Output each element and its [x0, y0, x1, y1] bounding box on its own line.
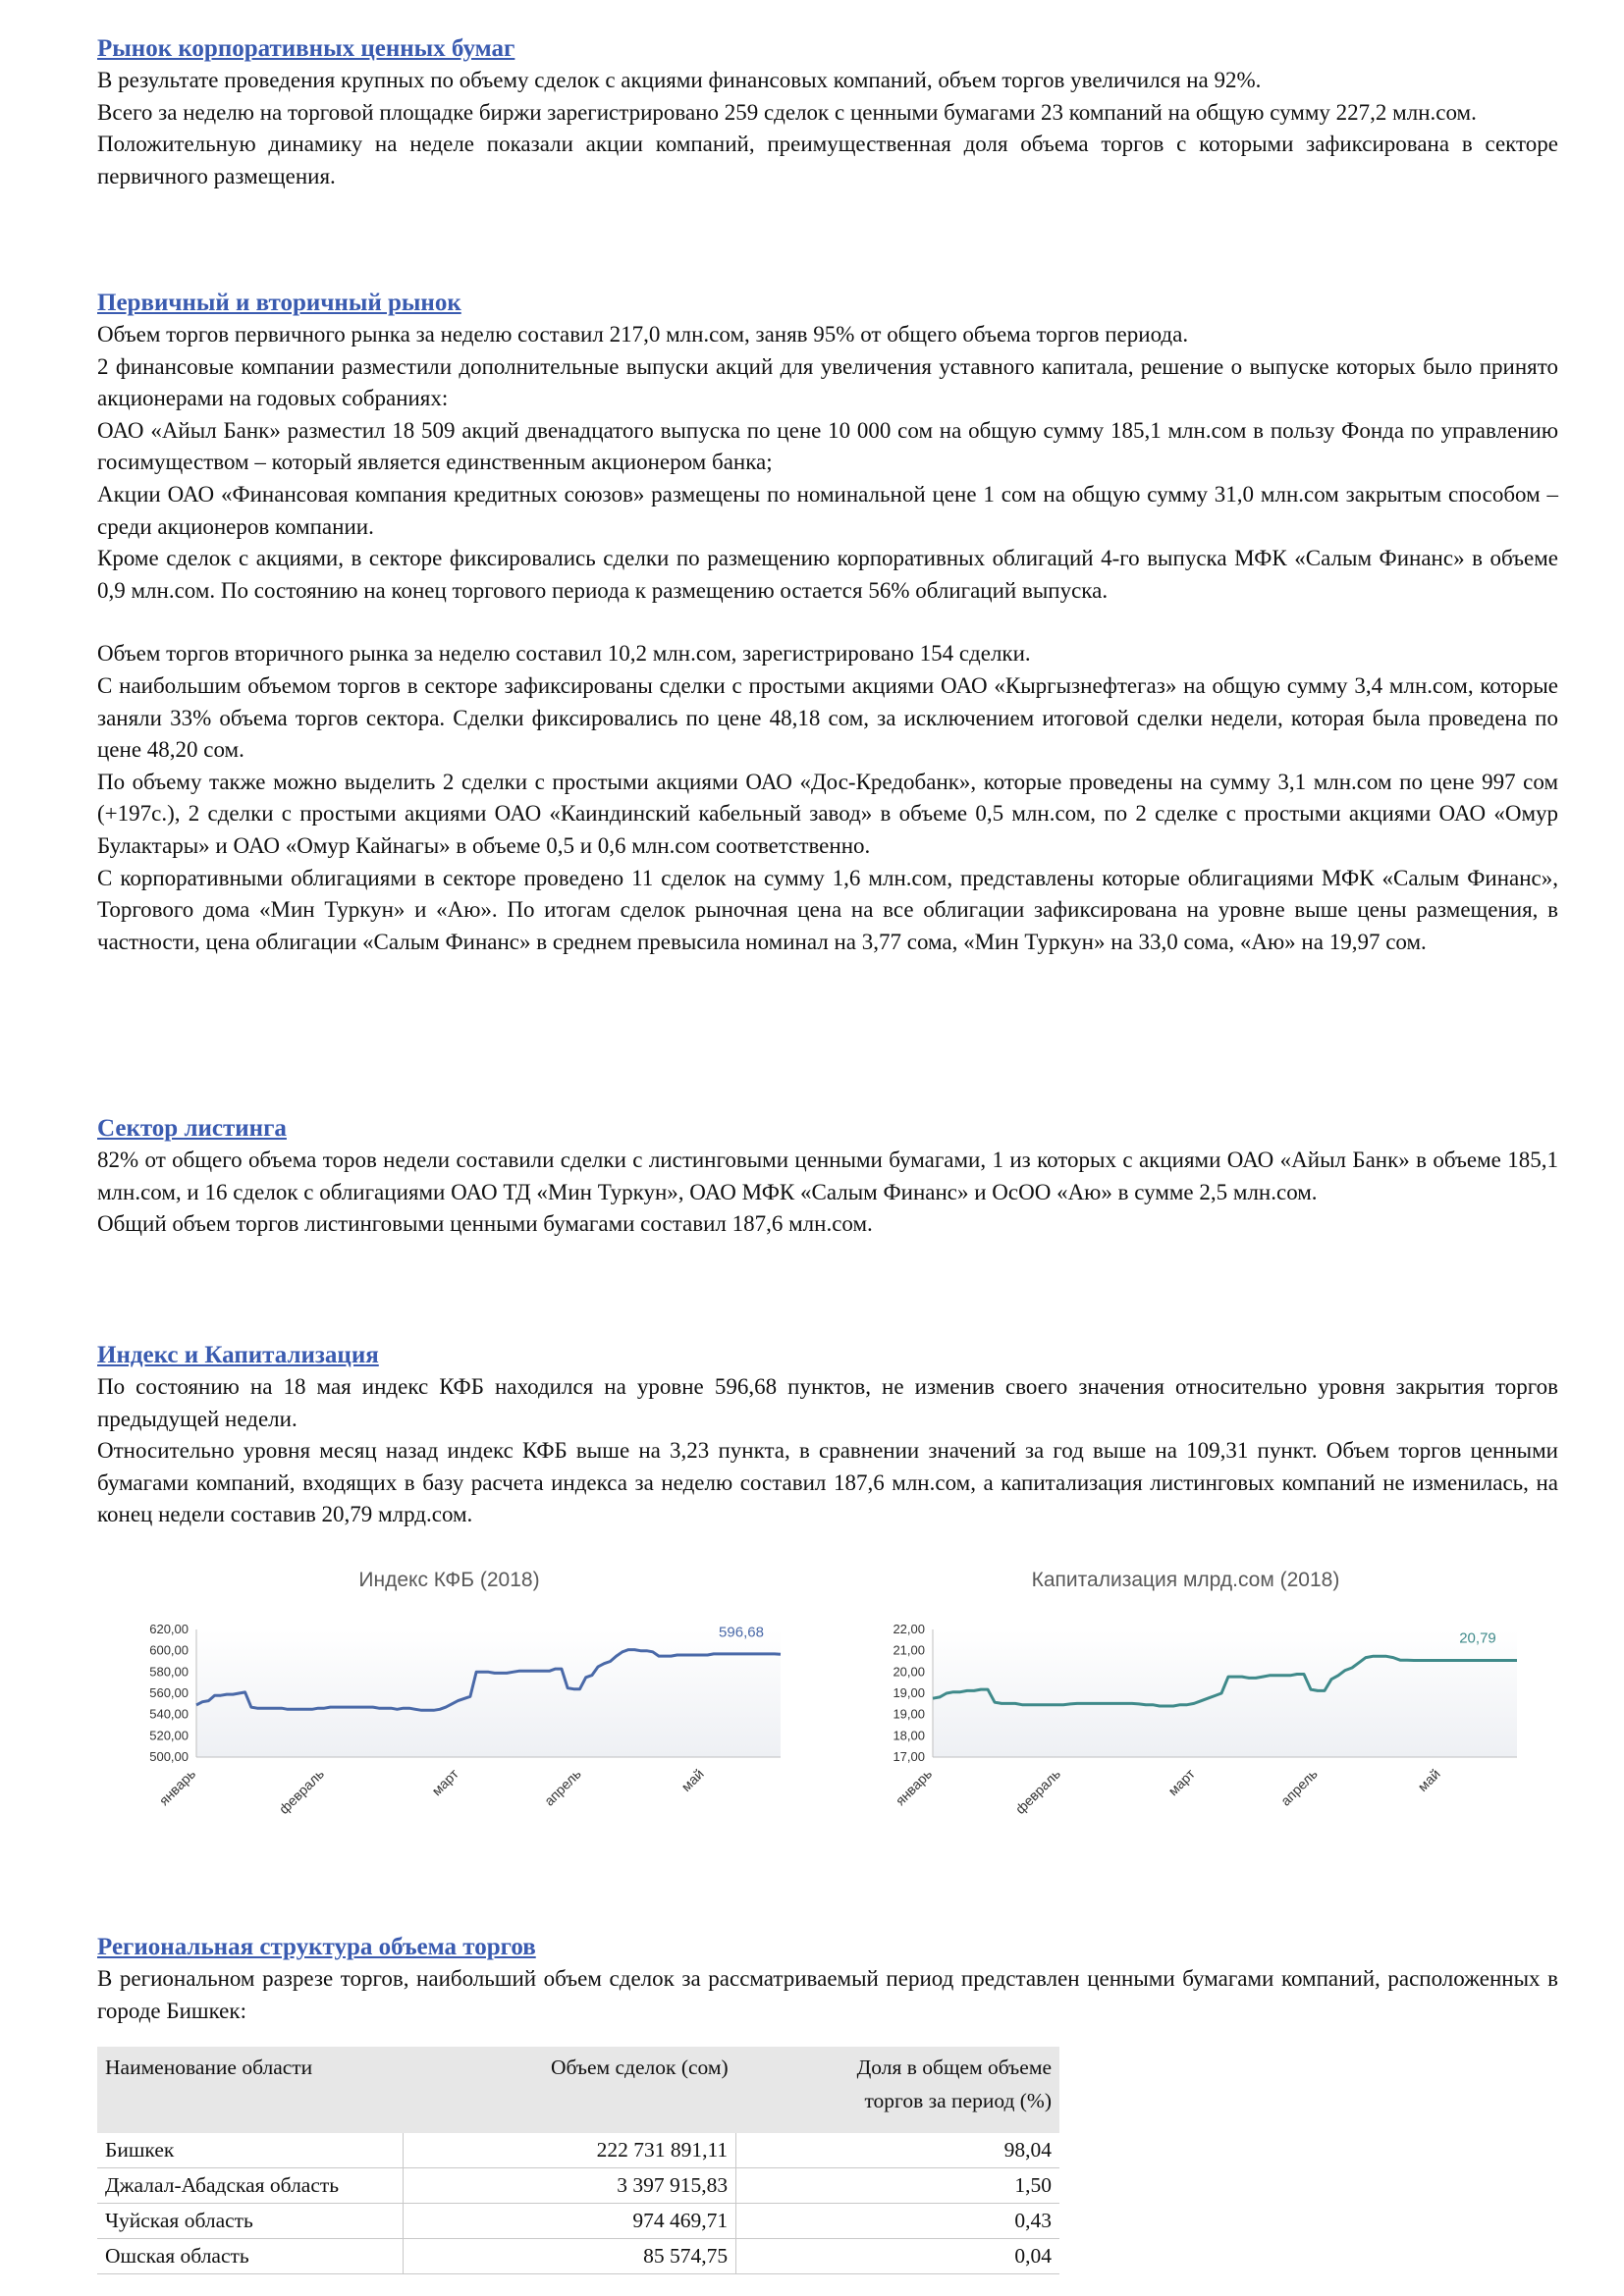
section-title: Первичный и вторичный рынок: [97, 290, 461, 316]
paragraph: Общий объем торгов листинговыми ценными бумагами составил 187,6 млн.сом.: [97, 1211, 873, 1237]
section-title: Рынок корпоративных ценных бумаг: [97, 35, 515, 62]
table-row: [97, 2239, 1059, 2274]
section-regional-structure: [97, 1932, 1558, 2027]
y-tick-label: 18,00: [893, 1728, 925, 1743]
chart-title: Капитализация млрд.сом (2018): [1031, 1569, 1340, 1591]
table-header: [736, 2047, 1059, 2133]
paragraph: Кроме сделок с акциями, в секторе фиксировались сделки по размещению корпоративных облигаций 4-го выпуска МФК «Салым Финанс» в объеме 0,9 млн.сом. По состоянию на конец торгового периода к размещению остается 56% облигаций выпуска.: [97, 546, 1558, 603]
paragraph: С наибольшим объемом торгов в секторе зафиксированы сделки с простыми акциями ОАО «Кыргызнефтегаз» на общую сумму 3,4 млн.сом, которые заняли 33% объема торгов сектора. Сделки фиксировались по цене 48,18 сом, за исключением итоговой сделки недели, которая была проведена по цене 48,20 сом.: [97, 672, 1558, 763]
table-cell: 98,04: [736, 2133, 1059, 2168]
table-cell: Джалал-Абадская область: [97, 2168, 404, 2204]
chart-title: Индекс КФБ (2018): [358, 1569, 540, 1591]
paragraph: Положительную динамику на неделе показали акции компаний, преимущественная доля объема торгов с которыми зафиксирована в секторе первичного размещения.: [97, 132, 1558, 188]
y-tick-label: 20,00: [893, 1664, 925, 1680]
table-cell: 3 397 915,83: [404, 2168, 736, 2204]
chart-kfb-index-svg: [128, 1561, 795, 1855]
table-cell: Бишкек: [97, 2133, 404, 2168]
table-cell: 1,50: [736, 2168, 1059, 2204]
table-cell: 0,04: [736, 2239, 1059, 2274]
regional-table: [97, 2047, 1059, 2274]
table-row: [97, 2133, 1059, 2168]
y-tick-label: 600,00: [149, 1642, 189, 1658]
y-tick-label: 22,00: [893, 1622, 925, 1636]
paragraph: По объему также можно выделить 2 сделки с простыми акциями ОАО «Дос-Кредобанк», которые проведены на сумму 3,1 млн.сом по цене 997 сом (+197с.), 2 сделки с простыми акциями ОАО «Каиндинский кабельный завод» в объеме 0,5 млн.сом, по 2 сделке с простыми акциями ОАО «Омур Булактары» и ОАО «Омур Кайнагы» в объеме 0,5 и 0,6 млн.сом соответственно.: [97, 769, 1558, 858]
paragraph: С корпоративными облигациями в секторе проведено 11 сделок на сумму 1,6 млн.сом, представлены которые облигациями МФК «Салым Финанс», Торгового дома «Мин Туркун» и «Аю». По итогам сделок рыночная цена на все облигации зафиксирована на уровне выше цены размещения, в частности, цена облигации «Салым Финанс» в среднем превысила номинал на 3,77 сома, «Мин Туркун» на 33,0 сома, «Аю» на 19,97 сом.: [97, 865, 1558, 954]
x-tick-label: апрель: [541, 1765, 584, 1809]
y-tick-label: 19,00: [893, 1685, 925, 1700]
section-index-capitalization: [97, 1340, 1558, 1531]
section-title: Сектор листинга: [97, 1115, 287, 1142]
x-tick-label: январь: [155, 1765, 199, 1809]
table-header-row: [97, 2047, 1059, 2133]
x-tick-label: февраль: [1011, 1765, 1064, 1817]
x-tick-label: апрель: [1277, 1765, 1321, 1809]
y-tick-label: 520,00: [149, 1728, 189, 1743]
chart-capitalization-svg: [864, 1561, 1532, 1855]
paragraph: В региональном разрезе торгов, наибольший объем сделок за рассматриваемый период представлен ценными бумагами компаний, расположенных в городе Бишкек:: [97, 1966, 1558, 2023]
table-cell: 222 731 891,11: [404, 2133, 736, 2168]
data-label: 596,68: [719, 1624, 764, 1641]
paragraph: Акции ОАО «Финансовая компания кредитных союзов» размещены по номинальной цене 1 сом на общую сумму 31,0 млн.сом закрытым способом – среди акционеров компании.: [97, 481, 1558, 539]
plot-area: [933, 1629, 1517, 1757]
section-title: Региональная структура объема торгов: [97, 1934, 536, 1960]
x-tick-label: март: [428, 1765, 461, 1799]
x-tick-label: февраль: [275, 1765, 328, 1817]
table-cell: 0,43: [736, 2204, 1059, 2239]
table-header-line: Доля в общем объеме: [856, 2056, 1052, 2079]
y-tick-label: 17,00: [893, 1749, 925, 1764]
paragraph: 2 финансовые компании разместили дополнительные выпуски акций для увеличения уставного капитала, решение о выпуске которых было принято акционерами на годовых собраниях:: [97, 353, 1558, 411]
paragraph: Всего за неделю на торговой площадке биржи зарегистрировано 259 сделок с ценными бумагами 23 компаний на общую сумму 227,2 млн.сом.: [97, 99, 1477, 125]
y-tick-label: 21,00: [893, 1642, 925, 1658]
y-tick-label: 19,00: [893, 1706, 925, 1722]
data-label: 20,79: [1459, 1629, 1496, 1647]
y-tick-label: 560,00: [149, 1685, 189, 1700]
table-row: [97, 2204, 1059, 2239]
x-tick-label: май: [677, 1765, 707, 1794]
y-tick-label: 500,00: [149, 1749, 189, 1764]
plot-area: [196, 1629, 781, 1757]
paragraph: 82% от общего объема торов недели составили сделки с листинговыми ценными бумагами, 1 из которых с акциями ОАО «Айыл Банк» в объеме 185,1 млн.сом, и 16 сделок с облигациями ОАО ТД «Мин Туркун», ОАО МФК «Салым Финанс» и ОсОО «Аю» в сумме 2,5 млн.сом.: [97, 1148, 1558, 1204]
table-cell: Чуйская область: [97, 2204, 404, 2239]
chart-capitalization: [864, 1561, 1532, 1855]
table-cell: Ошская область: [97, 2239, 404, 2274]
table-header: Объем сделок (сом): [404, 2047, 736, 2133]
section-listing: [97, 1113, 1558, 1241]
table-row: [97, 2168, 1059, 2204]
paragraph: Относительно уровня месяц назад индекс КФБ выше на 3,23 пункта, в сравнении значений за год выше на 109,31 пункт. Объем торгов ценными бумагами компаний, входящих в базу расчета индекса за неделю составил 187,6 млн.сом, а капитализация листинговых компаний не изменилась, на конец недели составив 20,79 млрд.сом.: [97, 1438, 1558, 1527]
y-tick-label: 540,00: [149, 1706, 189, 1722]
section-primary-secondary-market: [97, 288, 1558, 958]
table-header-line: торгов за период (%): [864, 2089, 1052, 2112]
paragraph: Объем торгов вторичного рынка за неделю составил 10,2 млн.сом, зарегистрировано 154 сделки.: [97, 641, 1031, 667]
paragraph: Объем торгов первичного рынка за неделю составил 217,0 млн.сом, заняв 95% от общего объема торгов периода.: [97, 322, 1189, 347]
chart-kfb-index: [128, 1561, 795, 1855]
section-corporate-securities: [97, 33, 1558, 192]
x-tick-label: май: [1414, 1765, 1443, 1794]
table-header: Наименование области: [97, 2047, 404, 2133]
table-cell: 974 469,71: [404, 2204, 736, 2239]
section-title: Индекс и Капитализация: [97, 1342, 379, 1368]
paragraph: ОАО «Айыл Банк» разместил 18 509 акций двенадцатого выпуска по цене 10 000 сом на общую сумму 185,1 млн.сом в пользу Фонда по управлению госимуществом – который является единственным акционером банка;: [97, 417, 1558, 475]
paragraph: В результате проведения крупных по объему сделок с акциями финансовых компаний, объем торгов увеличился на 92%.: [97, 68, 1262, 92]
y-tick-label: 580,00: [149, 1664, 189, 1680]
x-tick-label: январь: [892, 1765, 936, 1809]
y-tick-label: 620,00: [149, 1622, 189, 1636]
table-cell: 85 574,75: [404, 2239, 736, 2274]
x-tick-label: март: [1164, 1765, 1198, 1799]
paragraph: По состоянию на 18 мая индекс КФБ находился на уровне 596,68 пунктов, не изменив своего значения относительно уровня закрытия торгов предыдущей недели.: [97, 1374, 1558, 1431]
